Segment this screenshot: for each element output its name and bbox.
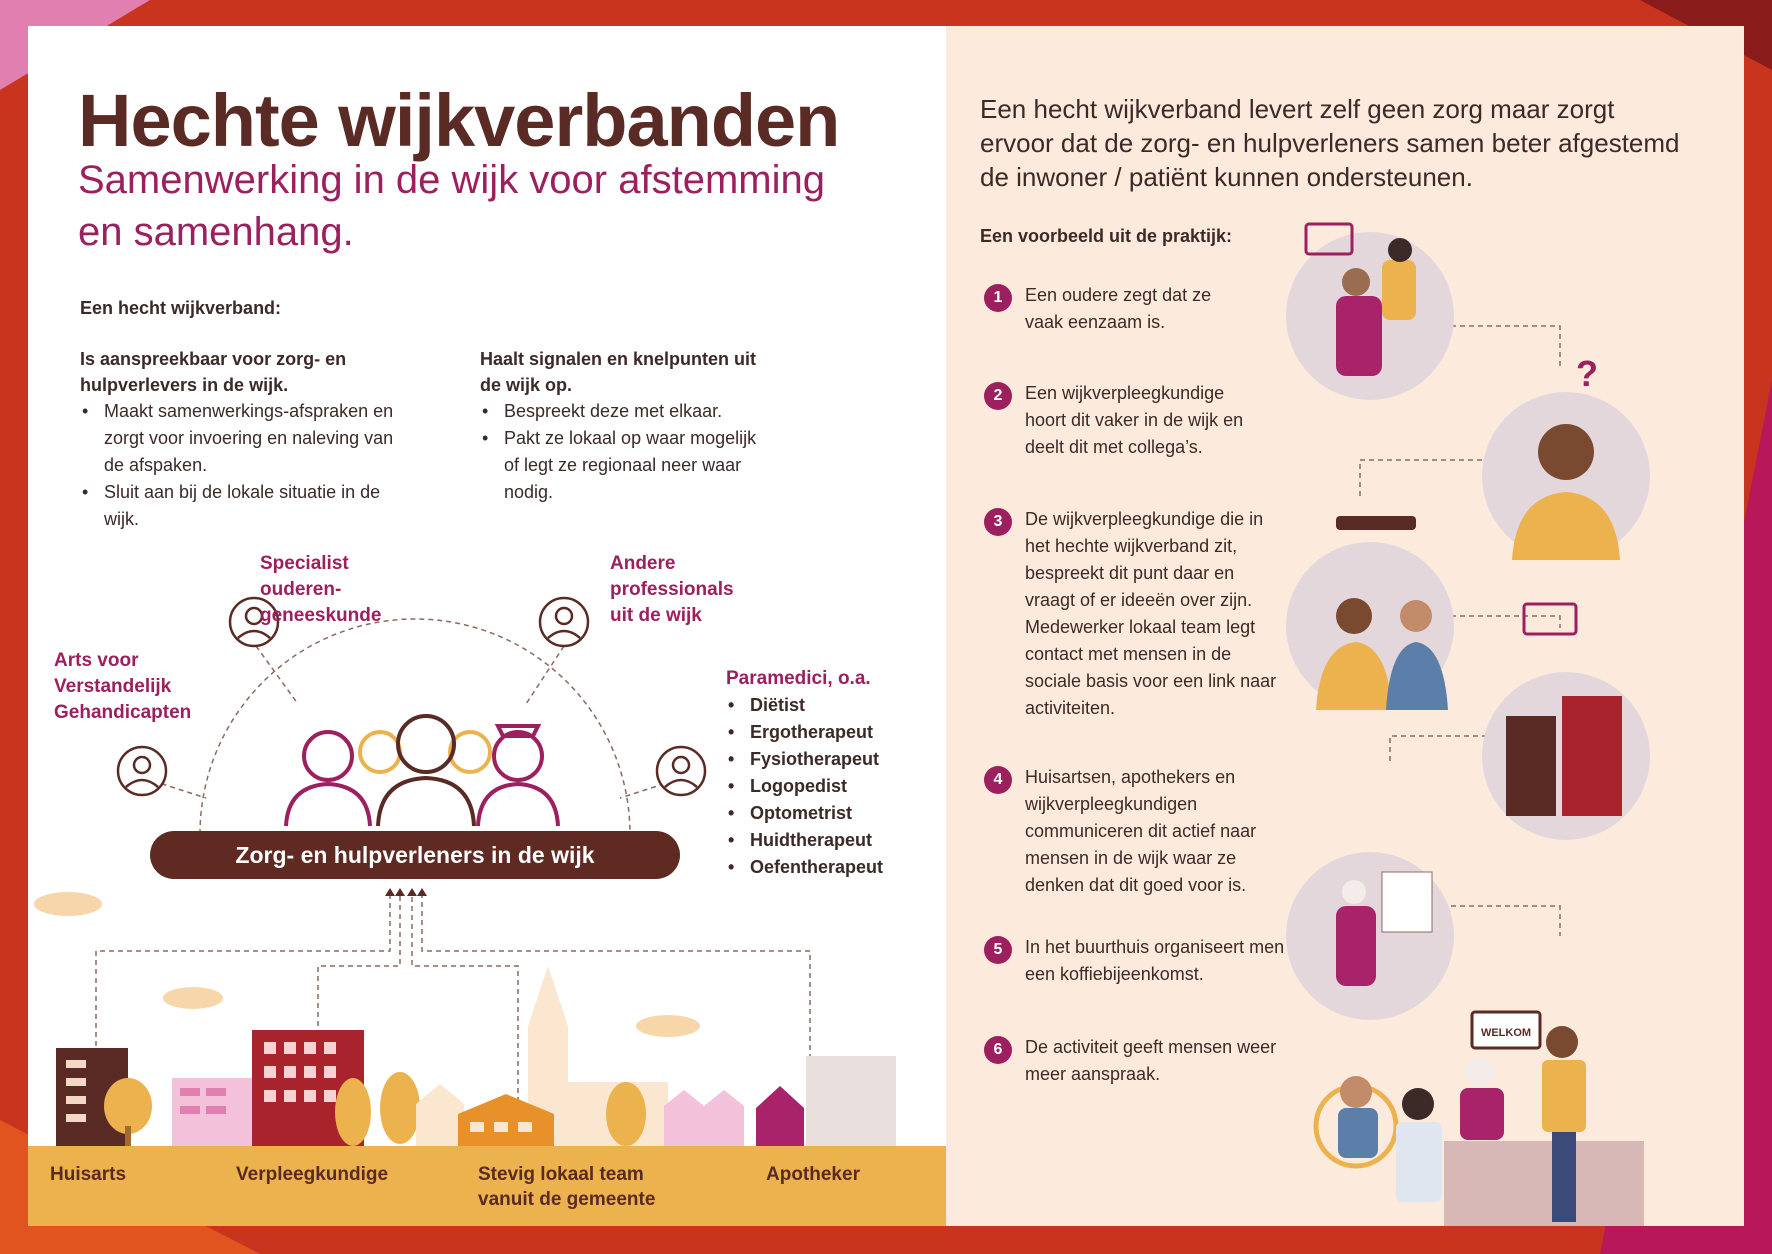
list-item: • Bespreekt deze met elkaar. [480,398,770,425]
step-text: In het buurthuis organiseert men een koffiebijeenkomst. [1025,937,1285,984]
list-item: • Logopedist [726,773,926,800]
list-item: • Ergotherapeut [726,719,926,746]
list-item: • Sluit aan bij de lokale situatie in de wijk. [80,479,410,533]
step-text: De activiteit geeft mensen weer meer aanspraak. [1025,1037,1277,1084]
column-1 [80,346,410,533]
label-andere: Andere professionals uit de wijk [610,553,734,626]
list-item: • Fysiotherapeut [726,746,926,773]
list-item: • Huidtherapeut [726,827,926,854]
list-item: • Oefentherapeut [726,854,926,881]
paramedici-list [726,692,926,881]
central-bar: Zorg- en hulpverleners in de wijk [150,831,680,879]
step-number: 5 [984,936,1012,964]
paramedici-heading: Paramedici, o.a. [726,668,871,689]
care-team-illustration [286,716,558,826]
intro-label: Een hecht wijkverband: [80,298,282,318]
column-1-heading: Is aanspreekbaar voor zorg- en hulpverlevers in de wijk. [80,349,347,395]
step-text: Een wijkverpleegkundige hoort dit vaker in de wijk en deelt dit met collega’s. [1025,383,1244,457]
story-illustrations [1276,216,1744,1226]
list-item: • Maakt samenwerkings-afspraken en zorgt voor invoering en naleving van de afspaken. [80,398,410,479]
svg-text:?: ? [1576,353,1598,394]
step-number: 3 [984,508,1012,536]
left-panel [28,26,946,1226]
step-number: 1 [984,284,1012,312]
column-2 [480,346,770,506]
doctor-icon [118,747,166,795]
list-item: • Diëtist [726,692,926,719]
right-intro: Een hecht wijkverband levert zelf geen zorg maar zorgt ervoor dat de zorg- en hulpverleners samen beter afgestemd de inwoner / patiënt kunnen ondersteunen. [980,94,1680,192]
right-panel [946,26,1744,1226]
column-2-list [480,398,770,506]
step-number: 4 [984,766,1012,794]
label-huisarts: Huisarts [50,1164,127,1185]
column-2-heading: Haalt signalen en knelpunten uit de wijk op. [480,349,757,395]
step-text: Huisartsen, apothekers en wijkverpleegkundigen communiceren dit actief naar mensen in de wijk waar ze denken dat dit goed voor is. [1025,767,1257,895]
label-apotheker: Apotheker [766,1164,860,1185]
page-title: Hechte wijkverbanden [78,79,840,162]
doctor-icon [540,598,588,646]
step-number: 6 [984,1036,1012,1064]
label-arts: Arts voor Verstandelijk Gehandicapten [54,650,192,723]
column-1-list [80,398,410,533]
step-text: De wijkverpleegkundige die in het hechte wijkverband zit, bespreekt dit punt daar en vraagt of er ideeën over zijn. Medewerker lokaal team legt contact met mensen in de sociale basis voor een link naar activiteiten. [1025,509,1277,718]
list-item: • Optometrist [726,800,926,827]
list-item: • Pakt ze lokaal op waar mogelijk of legt ze regionaal neer waar nodig. [480,425,770,506]
page-subtitle: Samenwerking in de wijk voor afstemming en samenhang. [78,158,825,254]
town-illustration [28,886,946,1148]
paramedici-block [726,666,926,881]
label-verpleegkundige: Verpleegkundige [236,1164,389,1185]
doctor-icon [657,747,705,795]
step-number: 2 [984,382,1012,410]
step-text: Een oudere zegt dat ze vaak eenzaam is. [1025,285,1212,332]
example-label: Een voorbeeld uit de praktijk: [980,226,1233,246]
label-lokaal-team: Stevig lokaal team vanuit de gemeente [478,1164,656,1210]
label-specialist: Specialist ouderen-geneeskunde [260,553,382,626]
welkom-sign-text: WELKOM [1480,1027,1532,1039]
